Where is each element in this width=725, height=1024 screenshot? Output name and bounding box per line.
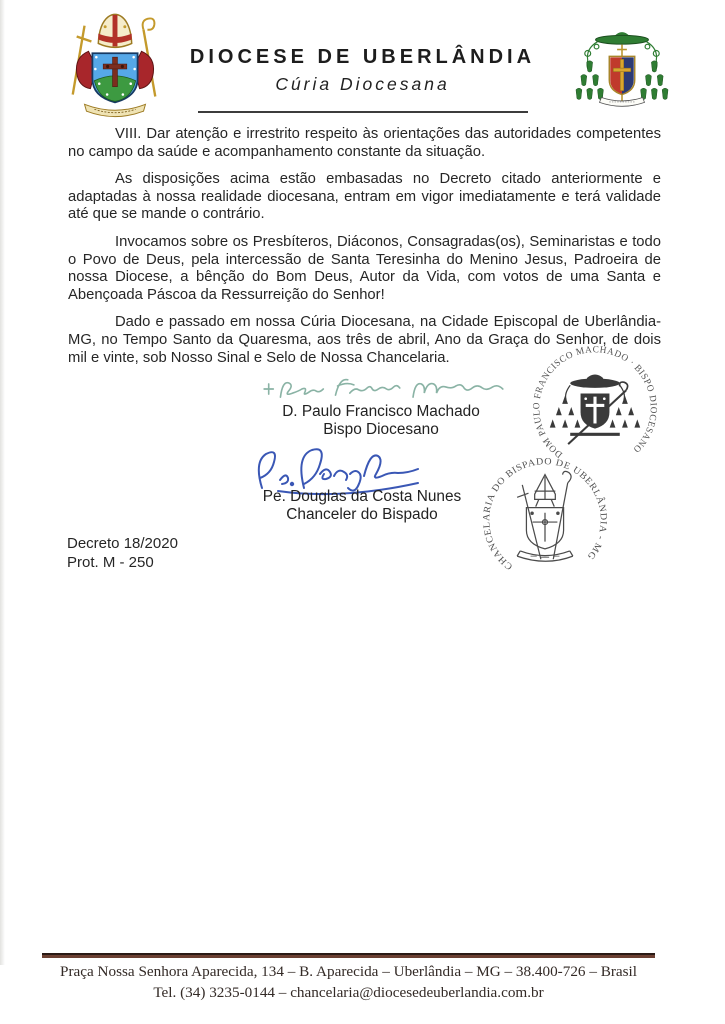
footer (42, 962, 655, 1003)
body-paragraph: Invocamos sobre os Presbíteros, Diáconos, Consagradas(os), Seminaristas e todo o Povo de Deus, pela intercessão de Santa Teresinha do Menino Jesus, Padroeira de nossa Diocese, a bênção do Bom Deus, Autor da Vida, com votos de uma Santa e Abençoada Páscoa da Ressurreição do Senhor! (68, 233, 661, 303)
footer-divider (42, 953, 655, 958)
body-paragraph: As disposições acima estão embasadas no Decreto citado anteriormente e adaptadas à nossa realidade diocesana, entram em vigor imediatamente e terá validade até que se mande o contrário. (68, 171, 661, 223)
signature-block-chancellor (232, 488, 492, 524)
shield (92, 53, 137, 102)
galero-icon (596, 32, 649, 44)
chancellery-seal-stamp (481, 456, 609, 584)
stamp-circular-text: CHANCELARIA DO BISPADO DE UBERLÂNDIA - MG (482, 457, 608, 572)
body-paragraph: VIII. Dar atenção e irrestrito respeito às orientações das autoridades competentes no campo da saúde e acompanhamento constante da situação. (68, 126, 661, 160)
bishop-coat-of-arms (574, 27, 670, 121)
bishop-seal-stamp (531, 344, 659, 472)
stamp-circular-text: DOM PAULO FRANCISCO MACHADO · BISPO DIOCESANO (532, 345, 658, 460)
mitre-icon (98, 14, 131, 47)
stamp-emblem (550, 374, 640, 444)
header-divider (198, 111, 528, 113)
signature-block-bishop (251, 403, 511, 439)
decree-number: Decreto 18/2020 (67, 535, 178, 552)
page-subtitle: Cúria Diocesana (275, 74, 450, 94)
signer-title: Bispo Diocesano (323, 421, 439, 438)
footer-address: Praça Nossa Senhora Aparecida, 134 – B. Aparecida – Uberlândia – MG – 38.400-726 – Brasil (60, 963, 637, 980)
signer-name: Pe. Douglas da Costa Nunes (262, 488, 462, 505)
page-title: DIOCESE DE UBERLÂNDIA (189, 46, 536, 68)
signer-title: Chanceler do Bispado (286, 506, 438, 523)
signer-name: D. Paulo Francisco Machado (282, 403, 480, 420)
banner-scroll (85, 104, 146, 116)
scan-edge-shadow (0, 0, 5, 965)
footer-contact: Tel. (34) 3235-0144 – chancelaria@diocesedeuberlandia.com.br (153, 983, 544, 1001)
decree-body (68, 126, 661, 377)
decree-reference (67, 535, 178, 572)
diocese-coat-of-arms (58, 10, 172, 124)
shield (609, 56, 634, 94)
stamp-emblem (517, 471, 573, 561)
bishop-signature-script (258, 372, 513, 406)
body-paragraph: Dado e passado em nossa Cúria Diocesana, na Cidade Episcopal de Uberlândia-MG, no Tempo Santo da Quaresma, aos três de abril, Ano da Graça do Senhor, de dois mil e vinte, sob Nosso Sinal e Selo de Nossa Chancelaria. (68, 314, 661, 366)
protocol-number: Prot. M - 250 (67, 553, 154, 571)
